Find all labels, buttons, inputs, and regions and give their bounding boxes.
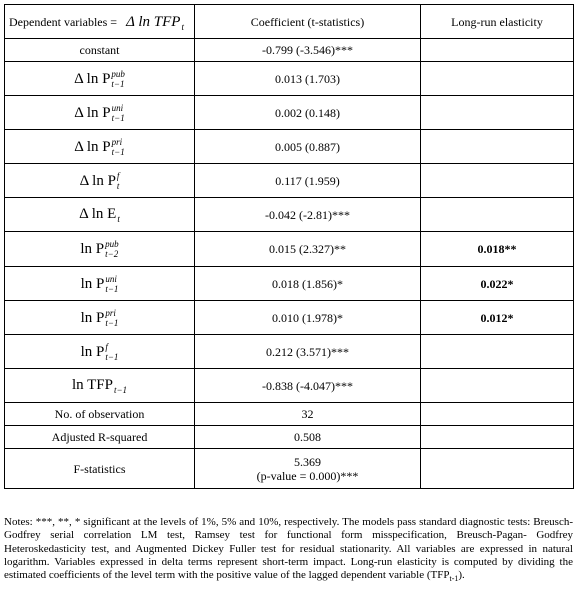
long-run-cell — [421, 335, 574, 369]
variable-math: ln P pub t−2 — [5, 232, 195, 267]
long-run-header: Long-run elasticity — [421, 5, 574, 39]
coefficient-cell: -0.838 (-4.047)*** — [195, 369, 421, 403]
variable-math: ln TFP t−1 — [5, 369, 195, 403]
f-stat-value: 5.369 — [294, 454, 321, 469]
long-run-cell — [421, 426, 574, 449]
variable-name: constant — [5, 39, 195, 62]
long-run-cell — [421, 403, 574, 426]
table-row — [5, 164, 574, 198]
variable-math: Δ ln E t — [5, 198, 195, 232]
table-row — [5, 301, 574, 335]
notes-text: Notes: ***, **, * significant at the levels of 1%, 5% and 10%, respectively. The models pass standard diagnostic tests: Breusch-Godfrey serial correlation LM test, Ramsey test for functional form misspecification, Breusch-Pagan- Godfrey Heteroskedasticity test, and Augmented Dickey Fuller test for residual stationarity. All variables are expressed in natural logarithm. Variables expressed in delta terms represent short-term impact. Long-run elasticity is computed by dividing the estimated coefficients of the level term with the positive value of the lagged dependent variable (TFP — [4, 516, 573, 582]
variable-name: Adjusted R-squared — [5, 426, 195, 449]
table-row — [5, 198, 574, 232]
f-stat-pvalue: (p-value = 0.000)*** — [256, 468, 359, 483]
coefficient-cell: 0.005 (0.887) — [195, 130, 421, 164]
variable-name: No. of observation — [5, 403, 195, 426]
variable-math: ln P uni t−1 — [5, 267, 195, 301]
table-row — [5, 39, 574, 62]
long-run-cell: 0.022* — [421, 267, 574, 301]
long-run-cell: 0.012* — [421, 301, 574, 335]
variable-math: Δ ln P pri t−1 — [5, 130, 195, 164]
coefficient-cell: 32 — [195, 403, 421, 426]
coefficient-cell: 0.013 (1.703) — [195, 62, 421, 96]
long-run-cell — [421, 164, 574, 198]
variable-math: Δ ln P uni t−1 — [5, 96, 195, 130]
long-run-cell — [421, 198, 574, 232]
variable-math: ln P pri t−1 — [5, 301, 195, 335]
long-run-cell — [421, 96, 574, 130]
table-row — [5, 130, 574, 164]
coefficient-cell — [195, 449, 421, 489]
coefficient-cell: -0.042 (-2.81)*** — [195, 198, 421, 232]
variable-math: ln P f t−1 — [5, 335, 195, 369]
variable-math: Δ ln P pub t−1 — [5, 62, 195, 96]
table-header-row — [5, 5, 574, 39]
table-row — [5, 369, 574, 403]
coefficient-cell: 0.015 (2.327)** — [195, 232, 421, 267]
dependent-symbol: Δ ln TFP t — [126, 13, 184, 32]
long-run-cell — [421, 369, 574, 403]
coefficient-cell: 0.002 (0.148) — [195, 96, 421, 130]
coefficient-cell: 0.117 (1.959) — [195, 164, 421, 198]
table-row — [5, 96, 574, 130]
long-run-cell — [421, 130, 574, 164]
variable-math: Δ ln P f t — [5, 164, 195, 198]
long-run-cell — [421, 449, 574, 489]
coefficient-cell: 0.508 — [195, 426, 421, 449]
coefficient-header: Coefficient (t-statistics) — [195, 5, 421, 39]
table-row — [5, 232, 574, 267]
table-row — [5, 267, 574, 301]
regression-table — [4, 4, 574, 489]
variable-name: F-statistics — [5, 449, 195, 489]
coefficient-cell: -0.799 (-3.546)*** — [195, 39, 421, 62]
long-run-cell — [421, 62, 574, 96]
long-run-cell: 0.018** — [421, 232, 574, 267]
table-row — [5, 426, 574, 449]
table-notes — [4, 516, 573, 586]
table-row — [5, 403, 574, 426]
notes-subscript: t-1 — [449, 574, 459, 584]
notes-tail: ). — [458, 569, 465, 582]
table-row — [5, 335, 574, 369]
coefficient-cell: 0.212 (3.571)*** — [195, 335, 421, 369]
dependent-variable-header — [5, 5, 195, 39]
table-row — [5, 449, 574, 489]
coefficient-cell: 0.018 (1.856)* — [195, 267, 421, 301]
table-row — [5, 62, 574, 96]
long-run-cell — [421, 39, 574, 62]
coefficient-cell: 0.010 (1.978)* — [195, 301, 421, 335]
dependent-label: Dependent variables = — [9, 14, 118, 29]
